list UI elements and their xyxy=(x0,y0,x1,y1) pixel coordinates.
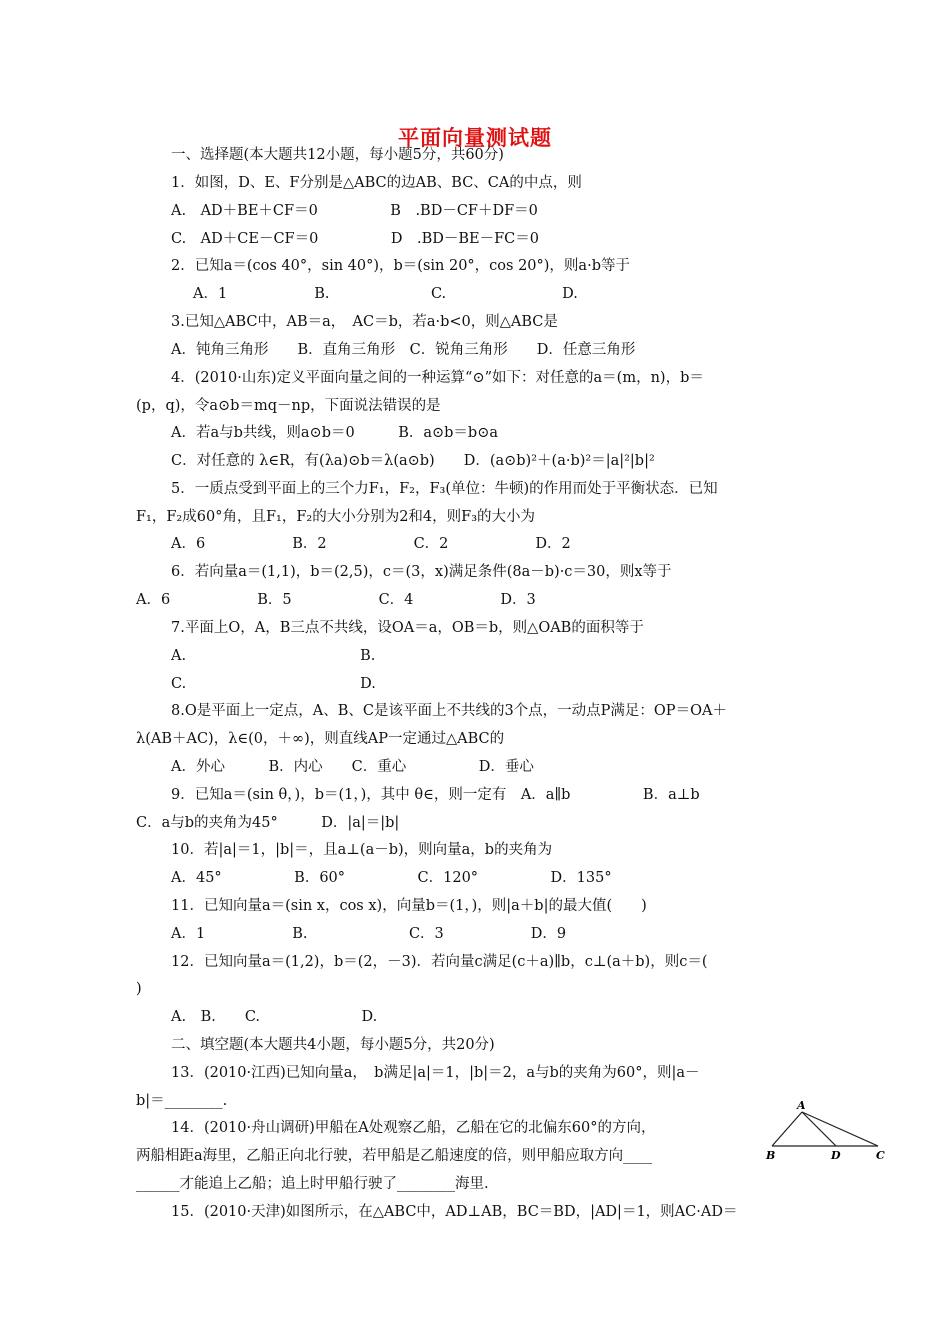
option-line: A．钝角三角形 B．直角三角形 C．锐角三角形 D．任意三角形 xyxy=(171,342,636,358)
vertex-c-label: C xyxy=(876,1149,885,1162)
vertex-b-label: B xyxy=(766,1149,776,1162)
question-line: 10．若|a|＝1，|b|＝，且a⊥(a－b)，则向量a，b的夹角为 xyxy=(171,842,553,858)
option-line: A．若a与b共线，则a⊙b＝0 B．a⊙b＝b⊙a xyxy=(171,425,499,441)
page-title: 平面向量测试题 xyxy=(398,125,552,150)
question-line: λ(AB＋AC)，λ∈(0，＋∞)，则直线AP一定通过△ABC的 xyxy=(136,731,505,747)
option-line: C．a与b的夹角为45° D．|a|＝|b| xyxy=(136,815,400,831)
question-line: 4．(2010·山东)定义平面向量之间的一种运算“⊙”如下：对任意的a＝(m，n)，b＝ xyxy=(171,370,704,386)
option-line: A．1 B. C. D. xyxy=(193,286,578,302)
vertex-d-label: D xyxy=(831,1149,841,1162)
option-line: C. D. xyxy=(171,676,376,692)
question-line: 7.平面上O，A，B三点不共线，设OA＝a，OB＝b，则△OAB的面积等于 xyxy=(171,620,644,636)
question-line: ______才能追上乙船；追上时甲船行驶了________海里. xyxy=(136,1176,489,1192)
option-line: A．6 B．2 C．2 D．2 xyxy=(171,536,571,552)
question-line: (p，q)，令a⊙b＝mq－np，下面说法错误的是 xyxy=(136,398,441,414)
option-line: A. AD＋BE＋CF＝0 B .BD－CF＋DF＝0 xyxy=(171,203,538,219)
question-line: 5．一质点受到平面上的三个力F₁，F₂，F₃(单位：牛顿)的作用而处于平衡状态．已知 xyxy=(171,481,718,497)
question-line: 15．(2010·天津)如图所示，在△ABC中，AD⊥AB，BC＝BD，|AD|＝1，则AC·AD＝ xyxy=(171,1204,738,1220)
question-line: 2．已知a＝(cos 40°，sin 40°)，b＝(sin 20°，cos 20°)，则a·b等于 xyxy=(171,258,630,274)
vertex-a-label: A xyxy=(797,1099,806,1112)
question-line: 12．已知向量a＝(1,2)，b＝(2，－3)．若向量c满足(c＋a)∥b，c⊥(a＋b)，则c＝( xyxy=(171,954,708,970)
option-line: A．1 B. C．3 D．9 xyxy=(171,926,567,942)
option-line: C．对任意的 λ∈R，有(λa)⊙b＝λ(a⊙b) D．(a⊙b)²＋(a·b)²＝|a|²|b|² xyxy=(171,453,655,469)
question-line: 8.O是平面上一定点，A、B、C是该平面上不共线的3个点，一动点P满足：OP＝OA＋ xyxy=(171,703,727,719)
edge-ad xyxy=(802,1112,836,1146)
option-line: A. B. xyxy=(171,648,376,664)
question-line: 两船相距a海里，乙船正向北行驶，若甲船是乙船速度的倍，则甲船应取方向____ xyxy=(136,1148,653,1164)
section-heading: 二、填空题(本大题共4小题，每小题5分，共20分) xyxy=(171,1037,495,1053)
triangle-figure xyxy=(760,1098,890,1162)
edge-ac xyxy=(802,1112,878,1146)
question-line: 3.已知△ABC中，AB＝a， AC＝b，若a·b<0，则△ABC是 xyxy=(171,314,558,330)
option-line: C. AD＋CE－CF＝0 D .BD－BE－FC＝0 xyxy=(171,231,539,247)
question-line: 1．如图，D、E、F分别是△ABC的边AB、BC、CA的中点，则 xyxy=(171,175,582,191)
section-heading: 一、选择题(本大题共12小题，每小题5分，共60分) xyxy=(171,147,504,163)
question-line: 14．(2010·舟山调研)甲船在A处观察乙船，乙船在它的北偏东60°的方向， xyxy=(171,1120,656,1136)
option-line: A．外心 B．内心 C．重心 D．垂心 xyxy=(171,759,534,775)
option-line: A．6 B．5 C．4 D．3 xyxy=(136,592,536,608)
option-line: A. B. C. D. xyxy=(171,1009,378,1025)
edge-ab xyxy=(772,1112,802,1146)
question-line: F₁，F₂成60°角，且F₁，F₂的大小分别为2和4，则F₃的大小为 xyxy=(136,509,536,525)
option-line: A．45° B．60° C．120° D．135° xyxy=(171,870,612,886)
question-line: 6．若向量a＝(1,1)，b＝(2,5)，c＝(3，x)满足条件(8a－b)·c＝30，则x等于 xyxy=(171,564,672,580)
question-line: b|＝________. xyxy=(136,1093,228,1109)
question-line: 9．已知a＝(sin θ，)，b＝(1，)，其中 θ∈，则一定有 A．a∥b B．a⊥b xyxy=(171,787,700,803)
question-line: ) xyxy=(136,981,142,997)
question-line: 13．(2010·江西)已知向量a， b满足|a|＝1，|b|＝2，a与b的夹角为60°，则|a－ xyxy=(171,1065,700,1081)
question-line: 11．已知向量a＝(sin x，cos x)，向量b＝(1，)，则|a＋b|的最大值( ) xyxy=(171,898,647,914)
